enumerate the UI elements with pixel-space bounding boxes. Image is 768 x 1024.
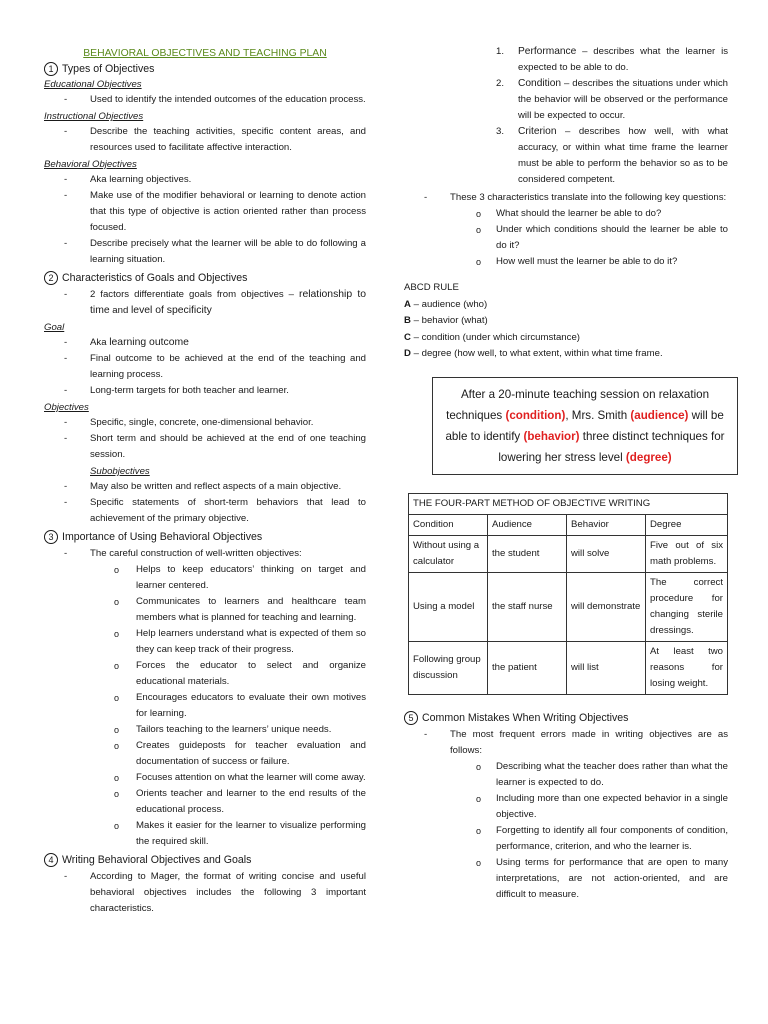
- list-item: - The careful construction of well-written objectives:: [44, 546, 366, 562]
- table-cell: will solve: [567, 535, 646, 572]
- list-subobjectives: [44, 479, 366, 527]
- list-goal: [44, 335, 366, 399]
- emphasis-text: learning outcome: [109, 337, 189, 348]
- description: – describes how well, with what accuracy, or within what time frame the learner must be able to perform the behavior so as to be considered competent.: [518, 126, 728, 185]
- list-item: [44, 287, 366, 319]
- table-header: Condition: [409, 514, 488, 535]
- list-item: - May also be written and reflect aspects of a main objective.: [44, 479, 366, 495]
- list-item: - Specific statements of short-term behaviors that lead to achievement of the primary objective.: [44, 495, 366, 527]
- four-part-table: [408, 493, 728, 695]
- list-item: o Forces the educator to select and organize educational materials.: [44, 658, 366, 690]
- list-item: o Communicates to learners and healthcare team members what is planned for teaching and learning.: [44, 594, 366, 626]
- text-span: 2 factors differentiate goals from objectives –: [90, 289, 299, 300]
- table-cell: Without using a calculator: [409, 535, 488, 572]
- list-item: - Aka learning objectives.: [44, 172, 366, 188]
- list-item: - Specific, single, concrete, one-dimensional behavior.: [44, 415, 366, 431]
- abcd-value: – degree (how well, to what extent, within what time frame.: [410, 348, 663, 359]
- table-cell: Following group discussion: [409, 641, 488, 694]
- table-cell: the patient: [488, 641, 567, 694]
- abcd-title: ABCD RULE: [404, 282, 459, 293]
- section-number: 5: [404, 711, 418, 725]
- description: – describes the situations under which the behavior will be observed or the performance will be expected to occur.: [518, 78, 728, 121]
- example-text: will be able to identify: [445, 408, 724, 443]
- list-item: o Using terms for performance that are open to many interpretations, are not action-oriented, and are difficult to measure.: [404, 855, 728, 903]
- section-title: Characteristics of Goals and Objectives: [62, 272, 248, 284]
- list-mistakes-points: [404, 759, 728, 903]
- list-item: o Makes it easier for the learner to visualize performing the required skill.: [44, 818, 366, 850]
- section-title: Importance of Using Behavioral Objectives: [62, 531, 263, 543]
- list-item: o Including more than one expected behavior in a single objective.: [404, 791, 728, 823]
- abcd-rule: [404, 280, 728, 363]
- item-number: 2.: [496, 78, 505, 89]
- section-number: 1: [44, 62, 58, 76]
- table-row: [409, 535, 728, 572]
- abcd-value: – behavior (what): [410, 315, 488, 326]
- right-column: [404, 44, 728, 903]
- table-title-row: [409, 493, 728, 514]
- list-importance-points: [44, 562, 366, 850]
- subheading-objectives: Objectives: [44, 402, 89, 413]
- table-header: Audience: [488, 514, 567, 535]
- table-cell: At least two reasons for losing weight.: [646, 641, 728, 694]
- list-item: - Used to identify the intended outcomes of the education process.: [44, 92, 366, 108]
- example-text: , Mrs. Smith: [565, 408, 631, 422]
- item-number: 3.: [496, 126, 505, 137]
- list-item: o What should the learner be able to do?: [404, 206, 728, 222]
- list-behavioral: [44, 172, 366, 268]
- list-item: o Under which conditions should the learner be able to do it?: [404, 222, 728, 254]
- example-tag: (audience): [630, 408, 689, 422]
- section-number: 4: [44, 853, 58, 867]
- subheading-goal: Goal: [44, 322, 65, 333]
- section-number: 3: [44, 530, 58, 544]
- list-item: - Short term and should be achieved at the end of one teaching session.: [44, 431, 366, 463]
- term: Condition: [518, 78, 562, 89]
- list-item: [44, 335, 366, 351]
- list-item: o Describing what the teacher does rather than what the learner is expected to do.: [404, 759, 728, 791]
- list-item: - Describe precisely what the learner will be able to do following a learning situation.: [44, 236, 366, 268]
- text-span: and: [109, 305, 131, 316]
- document-title: BEHAVIORAL OBJECTIVES AND TEACHING PLAN: [83, 48, 327, 59]
- list-item: - According to Mager, the format of writing concise and useful behavioral objectives includes the following 3 important characteristics.: [44, 869, 366, 917]
- abcd-row: [404, 346, 728, 363]
- section-title: Writing Behavioral Objectives and Goals: [62, 854, 252, 866]
- example-tag: (condition): [505, 408, 566, 422]
- left-column: [44, 44, 366, 917]
- description: – describes what the learner is expected to be able to do.: [518, 46, 728, 73]
- list-characteristics: [44, 287, 366, 319]
- section-number: 2: [44, 271, 58, 285]
- list-characteristics-numbered: [404, 44, 728, 188]
- section-3-heading: [44, 530, 366, 544]
- list-item: o Encourages educators to evaluate their own motives for learning.: [44, 690, 366, 722]
- list-item: - The most frequent errors made in writing objectives are as follows:: [404, 727, 728, 759]
- subheading-instructional: Instructional Objectives: [44, 111, 144, 122]
- list-item: - Make use of the modifier behavioral or learning to denote action that this type of objective is action oriented rather than process focused.: [44, 188, 366, 236]
- list-item: [404, 76, 728, 124]
- table-title: THE FOUR-PART METHOD OF OBJECTIVE WRITING: [409, 493, 728, 514]
- subheading-behavioral: Behavioral Objectives: [44, 159, 137, 170]
- example-box: [432, 377, 738, 475]
- list-translate: [404, 190, 728, 206]
- list-item: o Forgetting to identify all four components of condition, performance, criterion, and who the learner is.: [404, 823, 728, 855]
- table-row: [409, 572, 728, 641]
- table-header: Degree: [646, 514, 728, 535]
- emphasis-text: relationship to time: [90, 289, 366, 316]
- list-importance: [44, 546, 366, 562]
- list-mistakes: [404, 727, 728, 759]
- list-item: - These 3 characteristics translate into the following key questions:: [404, 190, 728, 206]
- abcd-value: – audience (who): [410, 298, 488, 310]
- list-item: o Tailors teaching to the learners’ unique needs.: [44, 722, 366, 738]
- list-writing: [44, 869, 366, 917]
- list-educational: [44, 92, 366, 108]
- example-text: After a 20-minute teaching session on relaxation techniques: [446, 387, 710, 422]
- table-cell: Five out of six math problems.: [646, 535, 728, 572]
- subheading-educational: Educational Objectives: [44, 79, 142, 90]
- section-title: Types of Objectives: [62, 63, 155, 75]
- abcd-key: C: [404, 331, 411, 343]
- list-item: o How well must the learner be able to do it?: [404, 254, 728, 270]
- table-header-row: [409, 514, 728, 535]
- list-item: - Describe the teaching activities, specific content areas, and resources used to facilitate affective interaction.: [44, 124, 366, 156]
- section-1-heading: [44, 62, 366, 76]
- example-text: three distinct techniques for lowering her stress level: [498, 429, 725, 464]
- term: Performance: [518, 46, 577, 57]
- abcd-row: [404, 330, 728, 347]
- list-questions: [404, 206, 728, 270]
- list-item: o Focuses attention on what the learner will come away.: [44, 770, 366, 786]
- item-number: 1.: [496, 46, 505, 57]
- list-item: [404, 44, 728, 76]
- text-span: Aka: [90, 337, 110, 348]
- abcd-key: A: [404, 298, 411, 310]
- list-item: [404, 124, 728, 188]
- section-4-heading: [44, 853, 366, 867]
- table-cell: the staff nurse: [488, 572, 567, 641]
- list-item: o Creates guideposts for teacher evaluation and documentation of success or failure.: [44, 738, 366, 770]
- table-header: Behavior: [567, 514, 646, 535]
- list-item: o Helps to keep educators’ thinking on target and learner centered.: [44, 562, 366, 594]
- abcd-key: D: [404, 348, 411, 359]
- table-cell: will list: [567, 641, 646, 694]
- subheading-subobjectives: Subobjectives: [90, 466, 150, 477]
- term: Criterion: [518, 126, 557, 137]
- list-item: - Long-term targets for both teacher and learner.: [44, 383, 366, 399]
- list-objectives: [44, 415, 366, 463]
- example-tag: (behavior): [523, 429, 580, 443]
- section-5-heading: [404, 711, 728, 725]
- table-cell: Using a model: [409, 572, 488, 641]
- abcd-key: B: [404, 315, 411, 326]
- abcd-value: – condition (under which circumstance): [410, 331, 580, 343]
- table-row: [409, 641, 728, 694]
- list-item: o Orients teacher and learner to the end results of the educational process.: [44, 786, 366, 818]
- table-cell: the student: [488, 535, 567, 572]
- table-cell: will demonstrate: [567, 572, 646, 641]
- section-title: Common Mistakes When Writing Objectives: [422, 711, 629, 724]
- emphasis-text: level of specificity: [130, 305, 212, 316]
- list-item: o Help learners understand what is expected of them so they can keep track of their progress.: [44, 626, 366, 658]
- table-cell: The correct procedure for changing sterile dressings.: [646, 572, 728, 641]
- list-item: - Final outcome to be achieved at the end of the teaching and learning process.: [44, 351, 366, 383]
- abcd-row: [404, 297, 728, 314]
- abcd-row: [404, 313, 728, 330]
- example-tag: (degree): [625, 450, 672, 464]
- list-instructional: [44, 124, 366, 156]
- section-2-heading: [44, 271, 366, 285]
